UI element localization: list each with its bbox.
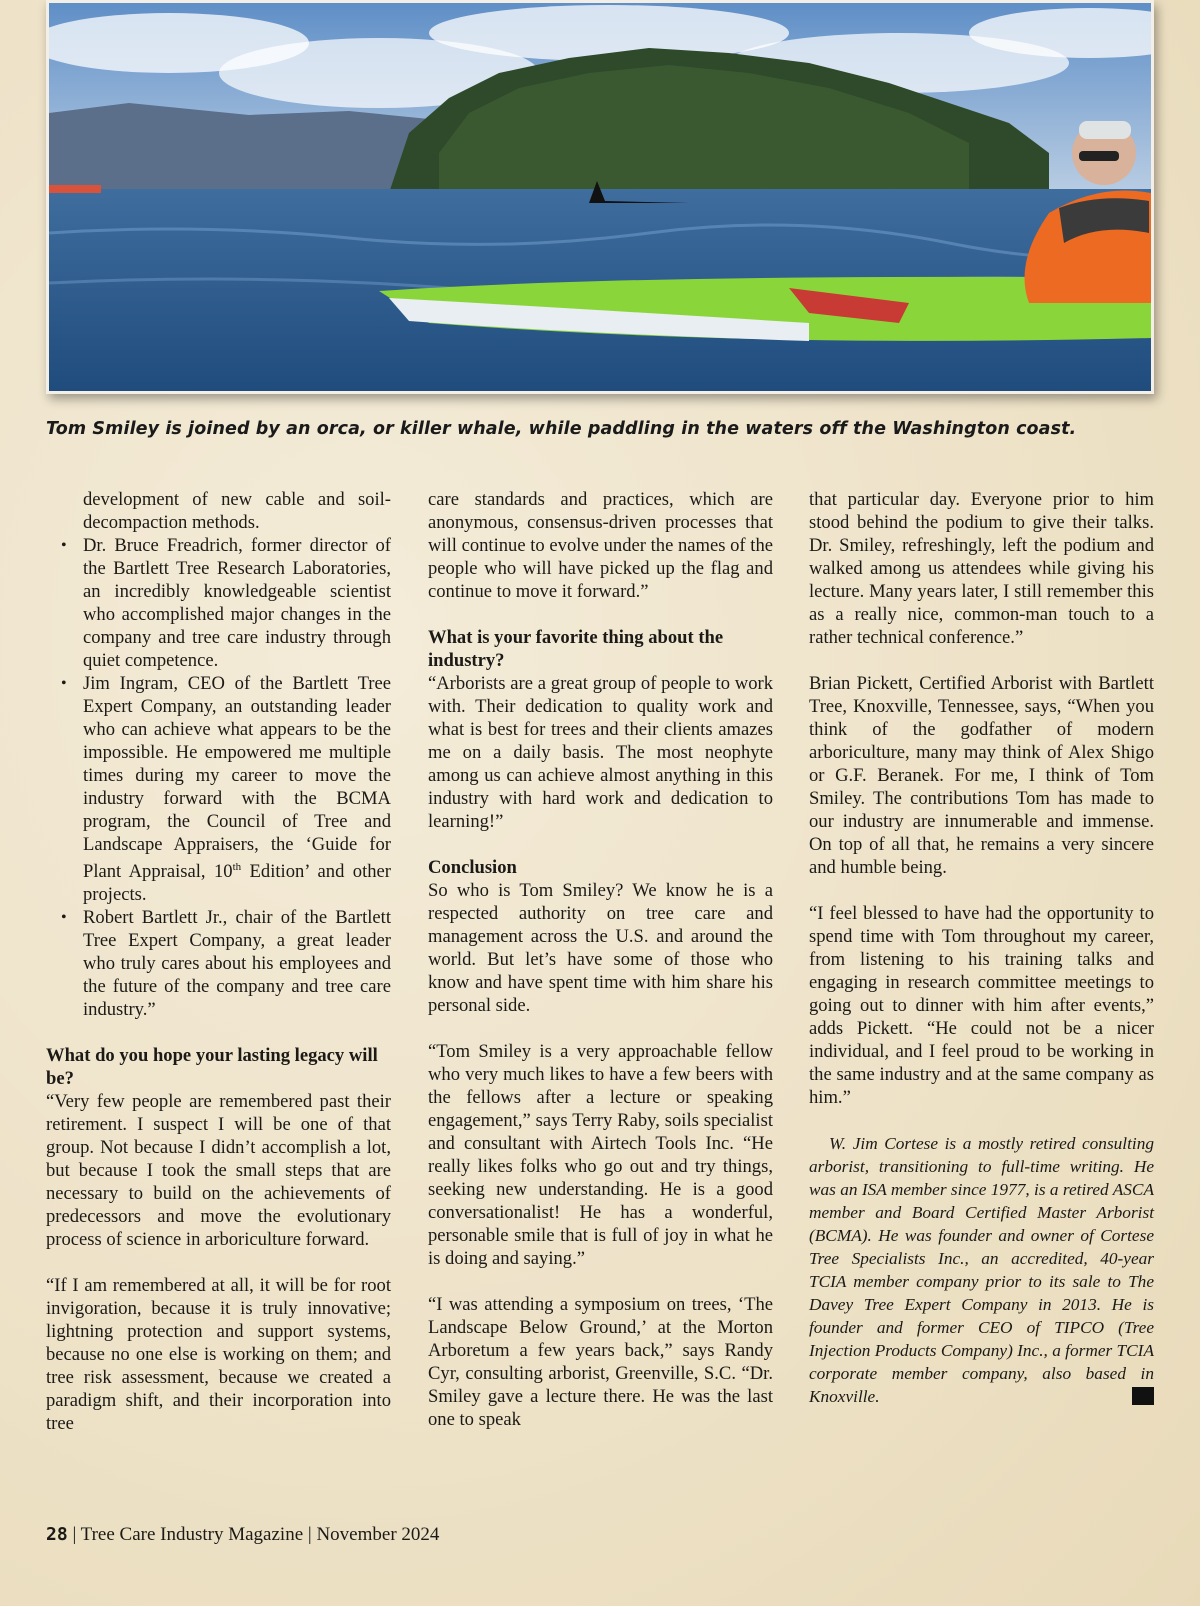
paragraph: “I was attending a symposium on trees, ‘The Landscape Below Ground,’ at the Morton Arboretum a few years back,” says Randy Cyr, consulting arborist, Greenville, S.C. “Dr. Smiley gave a lecture there. He was the last one to speak xyxy=(428,1294,773,1430)
list-item xyxy=(46,672,391,906)
footer-separator: | xyxy=(67,1524,81,1545)
section-heading: What is your favorite thing about the industry? xyxy=(428,627,724,671)
list-item-text: Jim Ingram, CEO of the Bartlett Tree Expert Company, an outstanding leader who can achieve what appears to be the impossible. He empowered me multiple times during my career to move the industry forward with the BCMA program, the Council of Tree and Landscape Appraisers, the ‘Guide for Plant Appraisal, 10 xyxy=(83,673,391,883)
paragraph: So who is Tom Smiley? We know he is a respected authority on tree care and management across the U.S. and around the world. But let’s have some of those who know and have spent time with him share his personal side. xyxy=(428,880,773,1016)
paragraph: that particular day. Everyone prior to him stood behind the podium to give their talks. Dr. Smiley, refreshingly, left the podium and walked among us attendees while giving his lecture. Many years later, I still remember this as a really nice, common-man touch to a rather technical conference.” xyxy=(809,489,1154,648)
acknowledgment-list xyxy=(46,534,391,1021)
column-3 xyxy=(809,488,1154,1408)
section-heading: Conclusion xyxy=(428,857,517,878)
list-item-tail: Edition’ and other projects. xyxy=(83,861,391,906)
paragraph: “I feel blessed to have had the opportunity to spend time with Tom throughout my career, from listening to his training talks and engaging in research committee meetings to going out to dinner with him after events,” adds Pickett. “He could not be a nicer individual, and I feel proud to be working in the same industry and at the same company as him.” xyxy=(809,903,1154,1108)
column-1 xyxy=(46,488,391,1435)
magazine-name: Tree Care Industry Magazine xyxy=(80,1524,304,1545)
paragraph: “Tom Smiley is a very approachable fellow who very much likes to have a few beers with the fellows after a lecture or speaking engagement,” says Terry Raby, soils specialist and consultant with Airtech Tools Inc. “He really likes folks who go out and try things, seeking new understanding. He is a good conversationalist! He has a wonderful, personable smile that is full of joy in what he is doing and saying.” xyxy=(428,1041,773,1269)
list-item: • Dr. Bruce Freadrich, former director of the Bartlett Tree Research Laboratories, an incredibly knowledgeable scientist who accomplished major changes in the company and tree care industry through quiet competence. xyxy=(46,534,391,672)
list-item: • Robert Bartlett Jr., chair of the Bartlett Tree Expert Company, a great leader who truly cares about his employees and the future of the company and tree care industry.” xyxy=(46,906,391,1021)
paragraph: “If I am remembered at all, it will be for root invigoration, because it is truly innovative; lightning protection and support systems, because no one else is working on them; and tree risk assessment, because we created a paradigm shift, and their incorporation into tree xyxy=(46,1275,391,1435)
end-mark-icon xyxy=(1132,1387,1154,1405)
continued-bullet-text: development of new cable and soil-decompaction methods. xyxy=(83,489,391,533)
section-heading: What do you hope your lasting legacy will be? xyxy=(46,1045,378,1090)
page-footer xyxy=(46,1524,439,1546)
paragraph: “Arborists are a great group of people to work with. Their dedication to quality work and what is best for trees and their clients amazes me on a daily basis. The most neophyte among us can achieve almost anything in this industry with hard work and dedication to learning!” xyxy=(428,673,773,832)
footer-separator: | xyxy=(303,1524,317,1545)
author-bio xyxy=(809,1132,1154,1408)
superscript: th xyxy=(232,861,242,873)
photo-illustration xyxy=(49,3,1151,391)
column-2 xyxy=(428,488,773,1431)
paragraph: “Very few people are remembered past their retirement. I suspect I will be one of that group. Not because I didn’t accomplish a lot, but because I took the small steps that are necessary to build on the achievements of predecessors and move the evolutionary process of science in arboriculture forward. xyxy=(46,1091,391,1251)
paragraph: Brian Pickett, Certified Arborist with Bartlett Tree, Knoxville, Tennessee, says, “When you think of the godfather of modern arboriculture, many may think of Alex Shigo or G.F. Beranek. For me, I think of Tom Smiley. The contributions Tom has made to our industry are innumerable and immense. On top of all that, he remains a very sincere and humble being. xyxy=(809,673,1154,878)
paragraph: care standards and practices, which are anonymous, consensus-driven processes that will continue to evolve under the names of the people who will have picked up the flag and continue to move it forward.” xyxy=(428,489,773,602)
photo-caption: Tom Smiley is joined by an orca, or killer whale, while paddling in the waters off the Washington coast. xyxy=(46,419,1077,439)
page-number: 28 xyxy=(46,1524,68,1545)
kayak-orca-photo xyxy=(46,0,1154,394)
issue-date: November 2024 xyxy=(316,1524,440,1545)
author-bio-text: W. Jim Cortese is a mostly retired consulting arborist, transitioning to full-time writing. He was an ISA member since 1977, is a retired ASCA member and Board Certified Master Arborist (BCMA). He was founder and owner of Cortese Tree Specialists Inc., an accredited, 40-year TCIA member company prior to its sale to The Davey Tree Expert Company in 2013. He is founder and former CEO of TIPCO (Tree Injection Products Company) Inc., a former TCIA corporate member company, also based in Knoxville. xyxy=(809,1134,1154,1406)
